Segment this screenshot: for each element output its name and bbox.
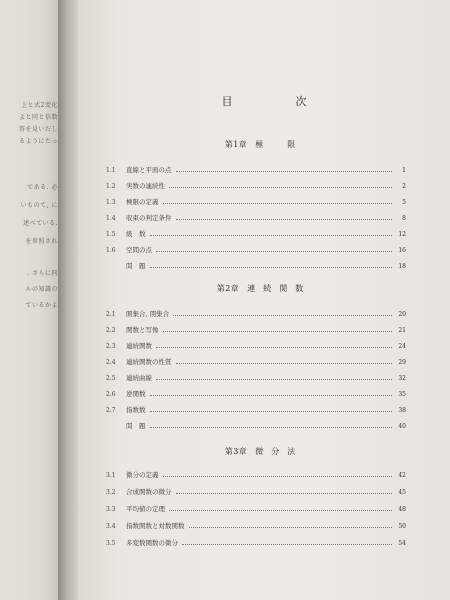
left-page-text-line: 述べている. [23,220,58,227]
dot-leader [173,311,392,316]
section-number: 2.1 [106,311,116,318]
chapter-name: 連続関数 [247,284,312,293]
left-page-text-line: よと同と信数 [18,114,58,121]
toc-entry[interactable] [106,341,406,352]
section-number: 1.5 [106,231,116,238]
dot-leader [189,523,393,528]
section-title: 連続関数 [126,342,152,350]
dot-leader [150,423,393,428]
toc-entry[interactable] [106,521,406,532]
page-number: 29 [398,359,406,366]
section-title: 開集合, 閉集合 [126,310,170,318]
page-number: 42 [398,472,406,479]
section-title: 多変数関数の微分 [126,539,178,547]
toc-entry[interactable] [106,405,406,416]
section-number: 3.1 [106,472,116,479]
page-number: 1 [402,167,406,174]
section-number: 3.2 [106,489,116,496]
section-title: 指数関数と対数関数 [126,522,185,530]
dot-leader [150,407,393,412]
section-number: 3.3 [106,506,116,513]
page-number: 40 [398,423,406,430]
section-title: 合成関数の微分 [126,488,172,496]
toc-entry[interactable] [106,470,406,481]
left-page-text-line: ているかよ [25,302,58,309]
dot-leader [150,391,393,396]
section-title: 級 数 [126,230,146,238]
section-number: 2.5 [106,375,116,382]
left-page-text-line: である. 必 [27,184,58,191]
dot-leader [176,359,393,364]
left-page [0,0,60,600]
section-title: 収束の判定条件 [126,214,172,222]
section-number: 3.5 [106,540,116,547]
dot-leader [163,472,393,477]
toc-entry[interactable] [106,181,406,192]
dot-leader [156,343,392,348]
section-number: 2.4 [106,359,116,366]
section-title: 連続曲線 [126,374,152,382]
section-number: 2.2 [106,327,116,334]
chapter-number: 第3章 [224,447,248,456]
section-number: 1.3 [106,199,116,206]
dot-leader [163,199,393,204]
dot-leader [176,215,393,220]
left-page-text-line: いものて, に [20,202,58,209]
section-title: 関数と写像 [126,326,159,334]
dot-leader [150,263,393,268]
chapter-heading [78,283,450,294]
chapter-number: 第2章 [216,284,240,293]
section-number: 1.6 [106,247,116,254]
left-page-text-line: ルの知識の [25,286,58,293]
toc-entry[interactable] [106,373,406,384]
page-number: 20 [398,311,406,318]
toc-entry[interactable] [106,229,406,240]
left-page-text-line: . さらに同 [27,270,58,277]
toc-entry[interactable] [106,325,406,336]
page-number: 50 [398,523,406,530]
section-number: 2.7 [106,407,116,414]
section-number: 1.1 [106,167,116,174]
dot-leader [176,489,393,494]
section-number: 2.3 [106,343,116,350]
page-number: 38 [398,407,406,414]
section-title: 指数数 [126,406,146,414]
toc-entry[interactable] [106,357,406,368]
page-number: 16 [398,247,406,254]
dot-leader [150,231,393,236]
dot-leader [182,540,392,545]
page-number: 45 [398,489,406,496]
dot-leader [156,375,392,380]
toc-entry[interactable] [106,197,406,208]
left-page-text-line: を参照され [25,238,58,245]
page-number: 8 [402,215,406,222]
section-number: 3.4 [106,523,116,530]
page-number: 32 [398,375,406,382]
page-number: 2 [402,183,406,190]
chapter-name: 微分法 [255,447,304,456]
toc-entry[interactable] [106,261,406,272]
section-title: 微分の定義 [126,471,159,479]
section-title: 極限の定義 [126,198,159,206]
left-page-text-line: るようにたっ [18,138,58,145]
page-number: 5 [402,199,406,206]
dot-leader [169,183,392,188]
page-number: 24 [398,343,406,350]
toc-entry[interactable] [106,245,406,256]
section-number: 1.4 [106,215,116,222]
dot-leader [176,167,393,172]
section-title: 実数の連続性 [126,182,165,190]
left-page-text-line: 答を見いだし [18,126,58,133]
toc-entry[interactable] [106,389,406,400]
dot-leader [156,247,392,252]
section-title: 逆関数 [126,390,146,398]
chapter-heading [78,446,450,457]
toc-entry[interactable] [106,504,406,515]
book-gutter [58,0,80,600]
page-number: 48 [398,506,406,513]
section-title: 直線と平面の点 [126,166,172,174]
chapter-name: 極 限 [255,140,304,149]
toc-entry[interactable] [106,421,406,432]
dot-leader [169,506,392,511]
toc-entry[interactable] [106,487,406,498]
chapter-number: 第1章 [224,140,248,149]
section-title: 連続関数の性質 [126,358,172,366]
page-number: 54 [398,540,406,547]
section-number: 2.6 [106,391,116,398]
toc-entry[interactable] [106,213,406,224]
chapter-heading [78,139,450,150]
page-number: 35 [398,391,406,398]
toc-entry[interactable] [106,538,406,549]
page-title: 目 次 [221,95,333,108]
page-number: 18 [398,263,406,270]
toc-page [78,0,450,600]
left-page-text-line: 上と式2変化 [21,102,58,109]
section-title: 平均値の定理 [126,505,165,513]
page-number: 12 [398,231,406,238]
section-title: 問 題 [126,262,146,270]
toc-entry[interactable] [106,165,406,176]
dot-leader [163,327,393,332]
toc-entry[interactable] [106,309,406,320]
section-title: 問 題 [126,422,146,430]
section-number: 1.2 [106,183,116,190]
page-number: 21 [398,327,406,334]
section-title: 空間の点 [126,246,152,254]
